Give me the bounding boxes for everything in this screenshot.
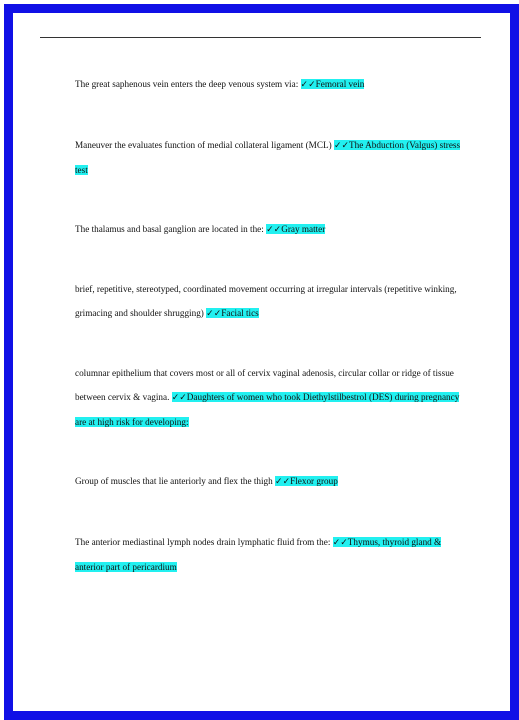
double-check-icon: ✓✓ bbox=[332, 538, 348, 548]
answer-text: Facial tics bbox=[221, 308, 259, 318]
answer-highlight bbox=[266, 224, 325, 234]
question-text: The thalamus and basal ganglion are located in the: bbox=[75, 224, 267, 234]
question-text: brief, repetitive, stereotyped, coordinated movement occurring at irregular intervals (repetitive winking, grimacing and shoulder shrugging) bbox=[75, 284, 457, 318]
question-text: The great saphenous vein enters the deep venous system via: bbox=[75, 79, 301, 89]
double-check-icon: ✓✓ bbox=[300, 80, 316, 90]
header-rule bbox=[40, 37, 481, 38]
qa-item-3 bbox=[75, 217, 467, 242]
double-check-icon: ✓✓ bbox=[275, 477, 291, 487]
answer-text: Thymus, thyroid gland & anterior part of pericardium bbox=[75, 537, 442, 572]
qa-item-4 bbox=[75, 277, 467, 326]
answer-text: The Abduction (Valgus) stress test bbox=[75, 140, 461, 175]
answer-text: Daughters of women who took Diethylstilbestrol (DES) during pregnancy are at high risk for developing: bbox=[75, 392, 460, 427]
qa-item-7 bbox=[75, 530, 467, 579]
answer-highlight bbox=[301, 79, 365, 89]
answer-text: Gray matter bbox=[281, 224, 326, 234]
question-text: columnar epithelium that covers most or all of cervix vaginal adenosis, circular collar or ridge of tissue between cervix & vagina. bbox=[75, 368, 454, 402]
qa-item-1 bbox=[75, 72, 467, 97]
answer-highlight bbox=[206, 308, 259, 318]
qa-item-2 bbox=[75, 133, 467, 182]
double-check-icon: ✓✓ bbox=[206, 309, 222, 319]
answer-text: Femoral vein bbox=[315, 79, 365, 89]
answer-highlight bbox=[275, 476, 338, 486]
page-border bbox=[4, 4, 519, 720]
double-check-icon: ✓✓ bbox=[171, 393, 187, 403]
question-text: Maneuver the evaluates function of medial collateral ligament (MCL) bbox=[75, 140, 334, 150]
double-check-icon: ✓✓ bbox=[266, 225, 282, 235]
double-check-icon: ✓✓ bbox=[333, 141, 350, 151]
question-text: Group of muscles that lie anteriorly and flex the thigh bbox=[75, 476, 276, 486]
question-text: The anterior mediastinal lymph nodes drain lymphatic fluid from the: bbox=[75, 537, 333, 547]
answer-text: Flexor group bbox=[290, 476, 338, 486]
qa-item-6 bbox=[75, 469, 467, 494]
qa-item-5 bbox=[75, 361, 467, 434]
